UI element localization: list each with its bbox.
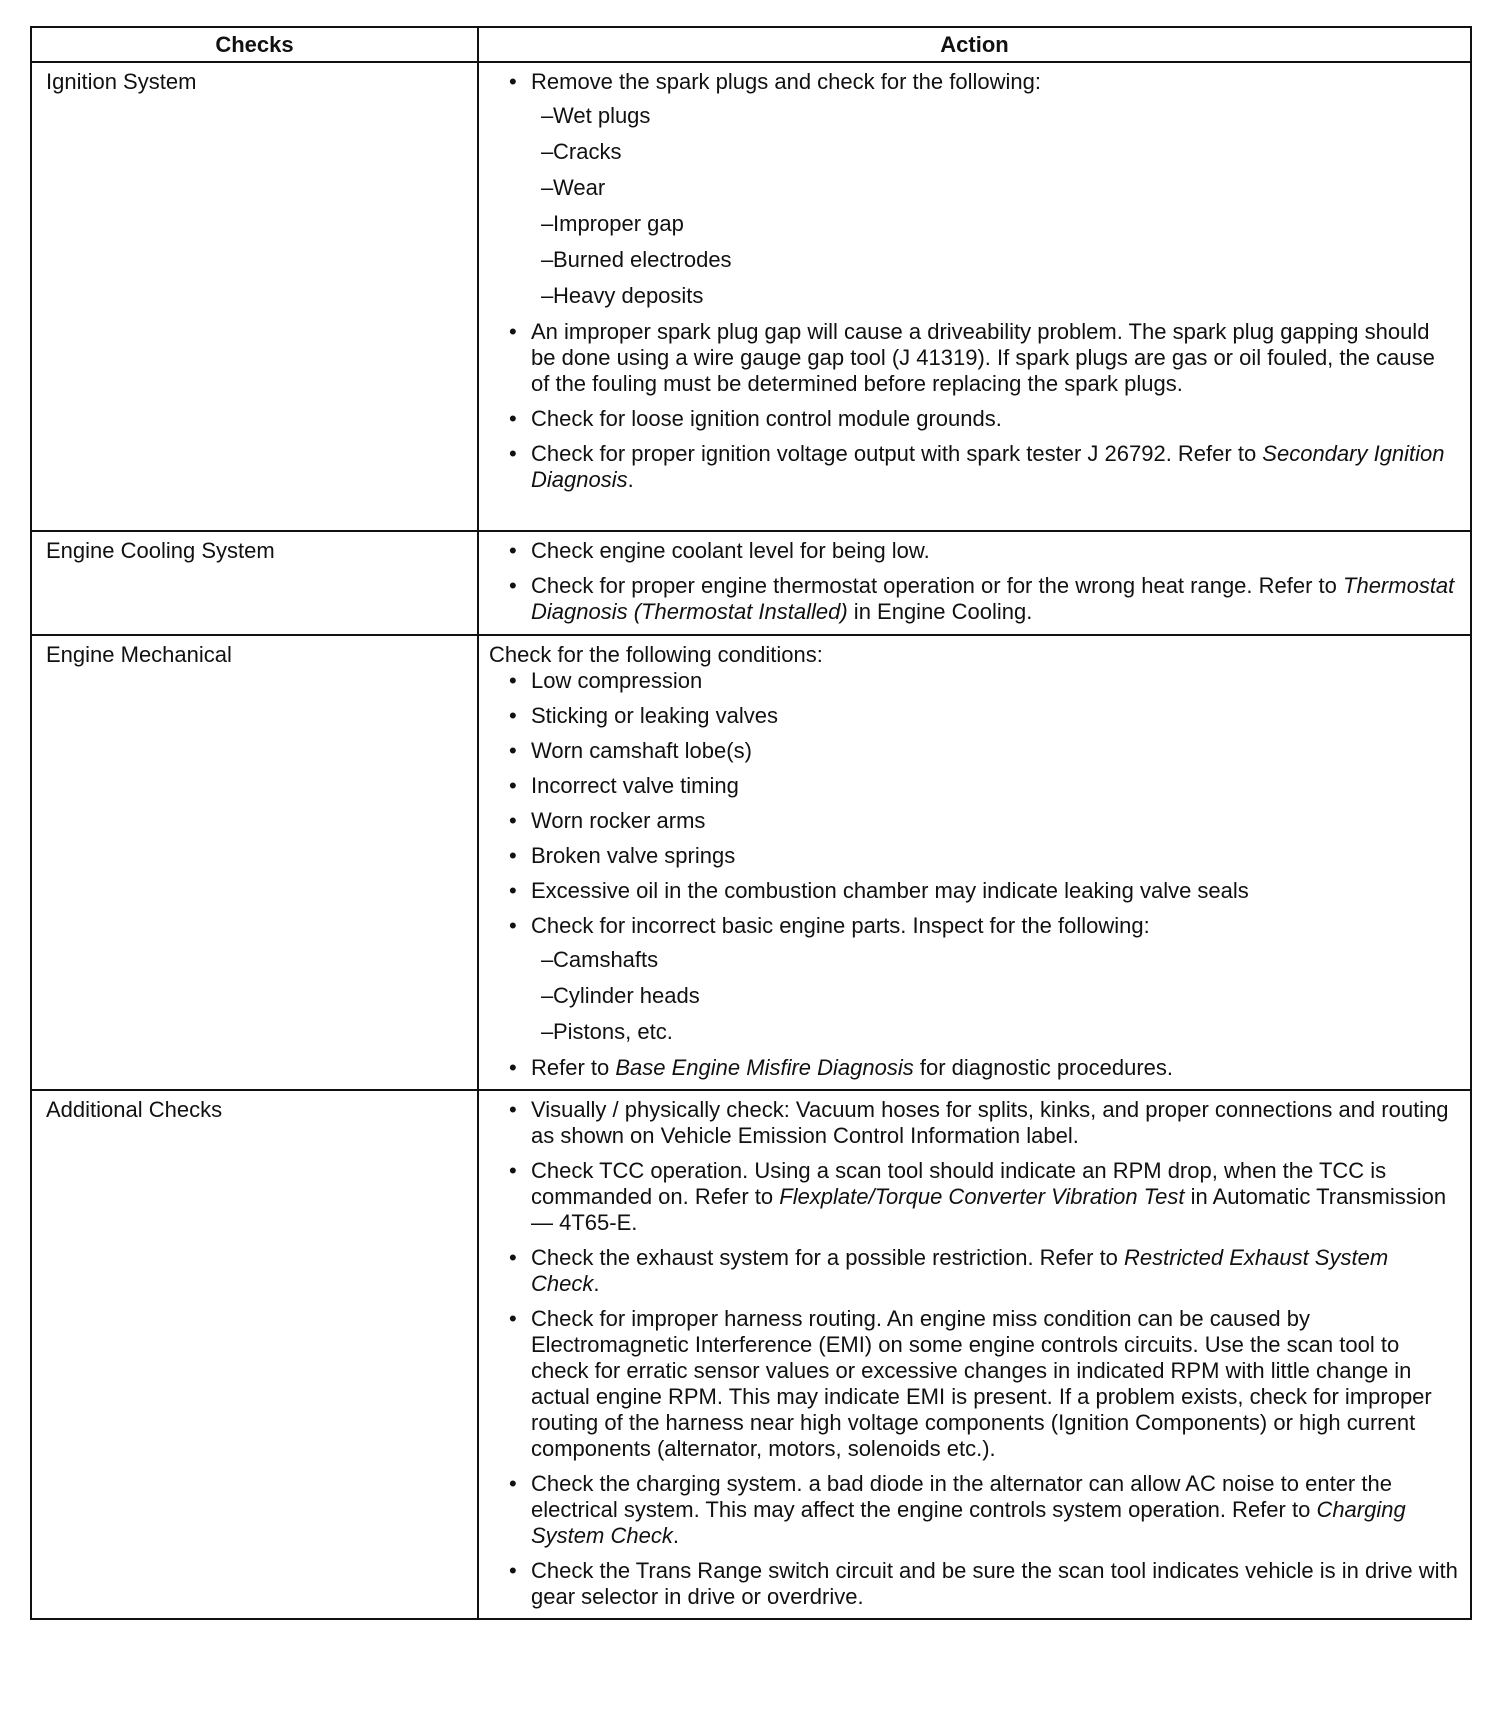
action-text: Check TCC operation. Using a scan tool should indicate an RPM drop, when the TCC is commanded on. Refer to <box>531 1158 1387 1209</box>
list-item <box>489 1471 1458 1549</box>
list-item <box>489 703 1458 729</box>
action-text: An improper spark plug gap will cause a driveability problem. The spark plug gapping should be done using a wire gauge gap tool (J 41319). If spark plugs are gas or oil fouled, the cause of the fouling must be determined before replacing the spark plugs. <box>531 319 1435 396</box>
bullet-icon: • <box>509 738 517 763</box>
action-cell <box>478 635 1471 1090</box>
sub-list-item <box>531 139 1458 165</box>
bullet-icon: • <box>509 703 517 728</box>
table-row <box>31 1090 1471 1619</box>
dash-icon: – <box>541 283 554 308</box>
dash-icon: – <box>541 139 554 164</box>
bullet-icon: • <box>509 878 517 903</box>
bullet-icon: • <box>509 1306 517 1331</box>
dash-icon: – <box>541 247 554 272</box>
bullet-icon: • <box>509 1245 517 1270</box>
list-item <box>489 406 1458 432</box>
list-item <box>489 913 1458 1045</box>
sub-list-item <box>531 983 1458 1009</box>
dash-icon: – <box>541 211 554 236</box>
action-text: Worn camshaft lobe(s) <box>531 738 752 763</box>
action-intro: Check for the following conditions: <box>489 642 823 667</box>
list-item <box>489 573 1458 625</box>
action-text: Check the Trans Range switch circuit and be sure the scan tool indicates vehicle is in drive with gear selector in drive or overdrive. <box>531 1558 1458 1609</box>
action-bullet-list <box>489 668 1458 1081</box>
sub-item-text: Cylinder heads <box>553 983 700 1008</box>
sub-list-item <box>531 947 1458 973</box>
cross-reference: Thermostat Diagnosis (Thermostat Installed) <box>531 573 1455 624</box>
list-item <box>489 843 1458 869</box>
sub-item-list <box>531 947 1458 1045</box>
table-body <box>31 62 1471 1619</box>
action-text: for diagnostic procedures. <box>913 1055 1174 1080</box>
check-name-cell: Additional Checks <box>31 1090 478 1619</box>
cross-reference: Charging System Check <box>531 1497 1406 1548</box>
table-row <box>31 62 1471 531</box>
action-text: . <box>593 1271 600 1296</box>
action-bullet-list <box>489 69 1458 493</box>
sub-list-item <box>531 247 1458 273</box>
bullet-icon: • <box>509 1158 517 1183</box>
action-text: Worn rocker arms <box>531 808 706 833</box>
list-item <box>489 1245 1458 1297</box>
action-text: Excessive oil in the combustion chamber may indicate leaking valve seals <box>531 878 1249 903</box>
table-header-row <box>31 27 1471 62</box>
action-text: in Automatic Transmission — 4T65-E. <box>531 1184 1447 1235</box>
bullet-icon: • <box>509 773 517 798</box>
checks-table <box>30 26 1472 1620</box>
list-item <box>489 1558 1458 1610</box>
action-text: Visually / physically check: Vacuum hoses for splits, kinks, and proper connections and routing as shown on Vehicle Emission Control Information label. <box>531 1097 1449 1148</box>
header-checks: Checks <box>31 27 478 62</box>
action-text: Check for loose ignition control module grounds. <box>531 406 1002 431</box>
bullet-icon: • <box>509 319 517 344</box>
bullet-icon: • <box>509 1558 517 1583</box>
action-text: Broken valve springs <box>531 843 736 868</box>
cross-reference: Secondary Ignition Diagnosis <box>531 441 1445 492</box>
header-action: Action <box>478 27 1471 62</box>
action-text: Refer to <box>531 1055 616 1080</box>
list-item <box>489 1158 1458 1236</box>
sub-list-item <box>531 175 1458 201</box>
list-item <box>489 319 1458 397</box>
sub-list-item <box>531 103 1458 129</box>
action-text: Check the exhaust system for a possible restriction. Refer to <box>531 1245 1125 1270</box>
bullet-icon: • <box>509 406 517 431</box>
sub-item-text: Wet plugs <box>553 103 651 128</box>
dash-icon: – <box>541 175 554 200</box>
action-cell <box>478 1090 1471 1619</box>
check-name-cell: Engine Mechanical <box>31 635 478 1090</box>
action-text: Check engine coolant level for being low. <box>531 538 930 563</box>
document-page <box>30 26 1470 1620</box>
action-bullet-list <box>489 538 1458 625</box>
dash-icon: – <box>541 1019 554 1044</box>
action-text: in Engine Cooling. <box>847 599 1033 624</box>
sub-item-text: Pistons, etc. <box>553 1019 673 1044</box>
bullet-icon: • <box>509 913 517 938</box>
cross-reference: Base Engine Misfire Diagnosis <box>615 1055 914 1080</box>
action-text: Incorrect valve timing <box>531 773 739 798</box>
action-text: . <box>627 467 634 492</box>
sub-list-item <box>531 211 1458 237</box>
list-item <box>489 878 1458 904</box>
sub-item-text: Heavy deposits <box>553 283 704 308</box>
sub-list-item <box>531 283 1458 309</box>
cross-reference: Flexplate/Torque Converter Vibration Test <box>779 1184 1185 1209</box>
action-bullet-list <box>489 1097 1458 1610</box>
action-text: Remove the spark plugs and check for the following: <box>531 69 1041 94</box>
list-item <box>489 668 1458 694</box>
bullet-icon: • <box>509 1471 517 1496</box>
action-text: . <box>672 1523 679 1548</box>
bullet-icon: • <box>509 808 517 833</box>
list-item <box>489 69 1458 309</box>
bullet-icon: • <box>509 668 517 693</box>
bullet-icon: • <box>509 1055 517 1080</box>
list-item <box>489 441 1458 493</box>
sub-item-text: Camshafts <box>553 947 659 972</box>
sub-item-text: Wear <box>553 175 606 200</box>
cross-reference: Restricted Exhaust System Check <box>531 1245 1389 1296</box>
list-item <box>489 808 1458 834</box>
bullet-icon: • <box>509 538 517 563</box>
sub-list-item <box>531 1019 1458 1045</box>
list-item <box>489 738 1458 764</box>
action-text: Check for improper harness routing. An engine miss condition can be caused by Electromagnetic Interference (EMI) on some engine controls circuits. Use the scan tool to check for erratic sensor values or excessive changes in indicated RPM with little change in actual engine RPM. This may indicate EMI is present. If a problem exists, check for improper routing of the harness near high voltage components (Ignition Components) or high current components (alternator, motors, solenoids etc.). <box>531 1306 1432 1461</box>
action-cell <box>478 531 1471 635</box>
dash-icon: – <box>541 103 554 128</box>
bullet-icon: • <box>509 573 517 598</box>
bullet-icon: • <box>509 1097 517 1122</box>
check-name-cell: Ignition System <box>31 62 478 531</box>
action-text: Low compression <box>531 668 703 693</box>
action-text: Check for proper ignition voltage output with spark tester J 26792. Refer to <box>531 441 1263 466</box>
sub-item-text: Burned electrodes <box>553 247 732 272</box>
action-text: Check for incorrect basic engine parts. Inspect for the following: <box>531 913 1150 938</box>
table-row <box>31 635 1471 1090</box>
bullet-icon: • <box>509 843 517 868</box>
action-cell <box>478 62 1471 531</box>
action-text: Check the charging system. a bad diode in the alternator can allow AC noise to enter the electrical system. This may affect the engine controls system operation. Refer to <box>531 1471 1392 1522</box>
sub-item-text: Cracks <box>553 139 622 164</box>
sub-item-text: Improper gap <box>553 211 684 236</box>
action-text: Sticking or leaking valves <box>531 703 779 728</box>
list-item <box>489 1097 1458 1149</box>
check-name-cell: Engine Cooling System <box>31 531 478 635</box>
list-item <box>489 1055 1458 1081</box>
bullet-icon: • <box>509 69 517 94</box>
sub-item-list <box>531 103 1458 309</box>
bullet-icon: • <box>509 441 517 466</box>
list-item <box>489 538 1458 564</box>
list-item <box>489 1306 1458 1462</box>
dash-icon: – <box>541 983 554 1008</box>
table-row <box>31 531 1471 635</box>
dash-icon: – <box>541 947 554 972</box>
list-item <box>489 773 1458 799</box>
action-text: Check for proper engine thermostat operation or for the wrong heat range. Refer to <box>531 573 1344 598</box>
